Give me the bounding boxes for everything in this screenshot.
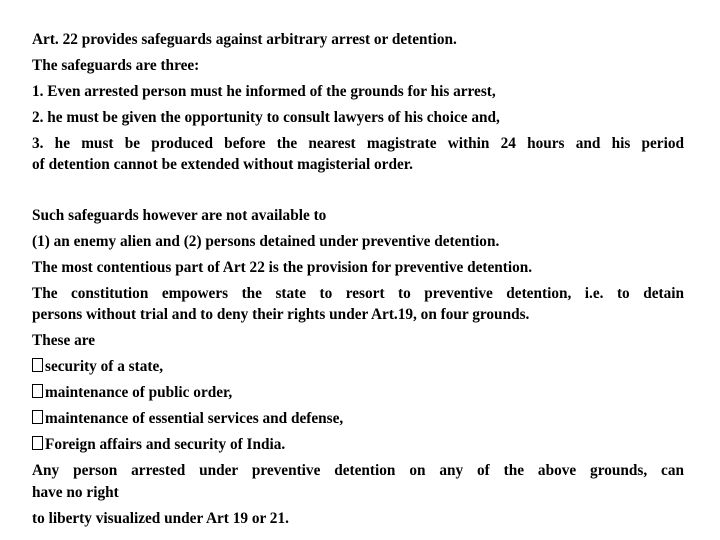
bullet-box-icon bbox=[32, 436, 43, 450]
list-item bbox=[32, 409, 343, 429]
list-item-text: security of a state, bbox=[45, 358, 164, 375]
list-item bbox=[32, 357, 163, 377]
text-line: persons without trial and to deny their rights under Art.19, on four grounds. bbox=[32, 306, 530, 323]
text-line: Such safeguards however are not available to bbox=[32, 207, 327, 224]
text-line: Any person arrested under preventive detention on any of the above grounds, can bbox=[32, 462, 684, 479]
text-line: of detention cannot be extended without magisterial order. bbox=[32, 156, 413, 173]
list-item-text: maintenance of essential services and defense, bbox=[45, 410, 344, 427]
text-line: The most contentious part of Art 22 is the provision for preventive detention. bbox=[32, 259, 533, 276]
list-item bbox=[32, 383, 232, 403]
text-line: (1) an enemy alien and (2) persons detained under preventive detention. bbox=[32, 233, 500, 250]
text-line: The safeguards are three: bbox=[32, 57, 200, 74]
list-item-text: Foreign affairs and security of India. bbox=[45, 436, 286, 453]
text-line: 1. Even arrested person must he informed of the grounds for his arrest, bbox=[32, 83, 496, 100]
text-line: These are bbox=[32, 332, 96, 349]
list-item-text: maintenance of public order, bbox=[45, 384, 233, 401]
text-line: have no right bbox=[32, 484, 119, 501]
text-line: Art. 22 provides safeguards against arbitrary arrest or detention. bbox=[32, 31, 457, 48]
text-line: 3. he must be produced before the nearest magistrate within 24 hours and his period bbox=[32, 135, 684, 152]
bullet-box-icon bbox=[32, 410, 43, 424]
text-line: 2. he must be given the opportunity to consult lawyers of his choice and, bbox=[32, 109, 500, 126]
text-line: to liberty visualized under Art 19 or 21. bbox=[32, 510, 289, 527]
bullet-box-icon bbox=[32, 384, 43, 398]
list-item bbox=[32, 435, 285, 455]
text-line: The constitution empowers the state to resort to preventive detention, i.e. to detain bbox=[32, 285, 684, 302]
bullet-box-icon bbox=[32, 358, 43, 372]
